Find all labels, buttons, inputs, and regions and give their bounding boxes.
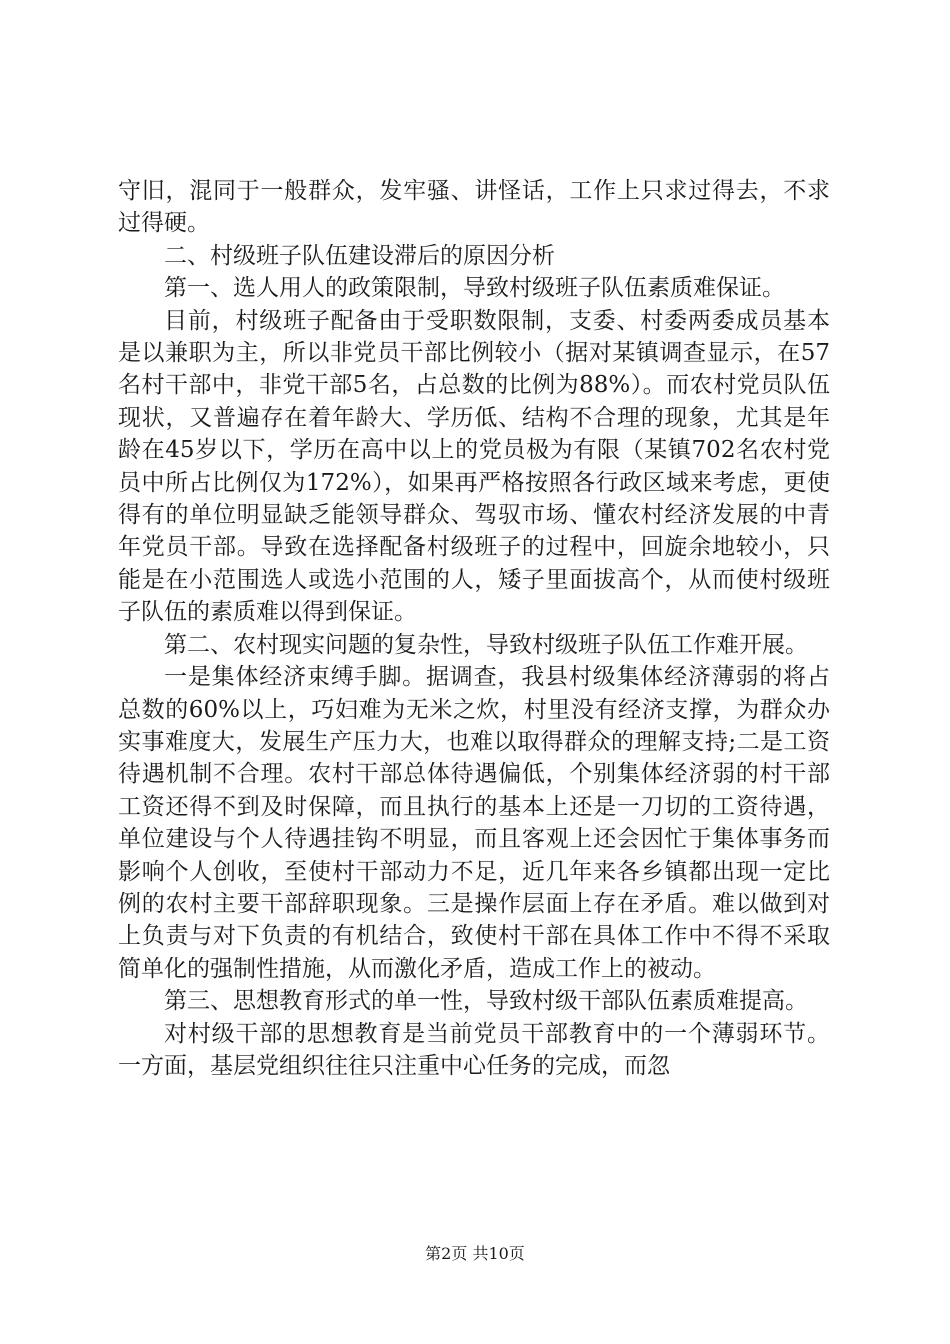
paragraph-body: 对村级干部的思想教育是当前党员干部教育中的一个薄弱环节。一方面，基层党组织往往只注重中心任务的完成，而忽	[118, 1020, 830, 1079]
page-number-footer: 第2页 共10页	[425, 1244, 525, 1263]
subheading-first: 第一、选人用人的政策限制，导致村级班子队伍素质难保证。	[164, 275, 785, 302]
paragraph-body: 目前，村级班子配备由于受职数限制，支委、村委两委成员基本是以兼职为主，所以非党员干部比例较小（据对某镇调查显示，在57名村干部中，非党干部5名，占总数的比例为88%）。而农村党员队伍现状，又普遍存在着年龄大、学历低、结构不合理的现象，尤其是年龄在45岁以下，学历在高中以上的党员极为有限（某镇702名农村党员中所占比例仅为172%），如果再严格按照各行政区域来考虑，更使得有的单位明显缺乏能领导群众、驾驭市场、懂农村经济发展的中青年党员干部。导致在选择配备村级班子的过程中，回旋余地较小，只能是在小范围选人或选小范围的人，矮子里面拔高个，从而使村级班子队伍的素质难以得到保证。	[118, 307, 830, 626]
subheading-second: 第二、农村现实问题的复杂性，导致村级班子队伍工作难开展。	[164, 631, 808, 658]
paragraph-body: 一是集体经济束缚手脚。据调查，我县村级集体经济薄弱的将占总数的60%以上，巧妇难为无米之炊，村里没有经济支撑，为群众办实事难度大，发展生产压力大，也难以取得群众的理解支持;二是工资待遇机制不合理。农村干部总体待遇偏低，个别集体经济弱的村干部工资还得不到及时保障，而且执行的基本上还是一刀切的工资待遇，单位建设与个人待遇挂钩不明显，而且客观上还会因忙于集体事务而影响个人创收，至使村干部动力不足，近几年来各乡镇都出现一定比例的农村主要干部辞职现象。三是操作层面上存在矛盾。难以做到对上负责与对下负责的有机结合，致使村干部在具体工作中不得不采取简单化的强制性措施，从而激化矛盾，造成工作上的被动。	[118, 664, 830, 982]
subheading-third: 第三、思想教育形式的单一性，导致村级干部队伍素质难提高。	[164, 988, 808, 1015]
paragraph-continuation: 守旧，混同于一般群众，发牢骚、讲怪话，工作上只求过得去，不求过得硬。	[118, 178, 830, 237]
document-body	[118, 175, 830, 1082]
section-heading: 二、村级班子队伍建设滞后的原因分析	[164, 242, 555, 269]
